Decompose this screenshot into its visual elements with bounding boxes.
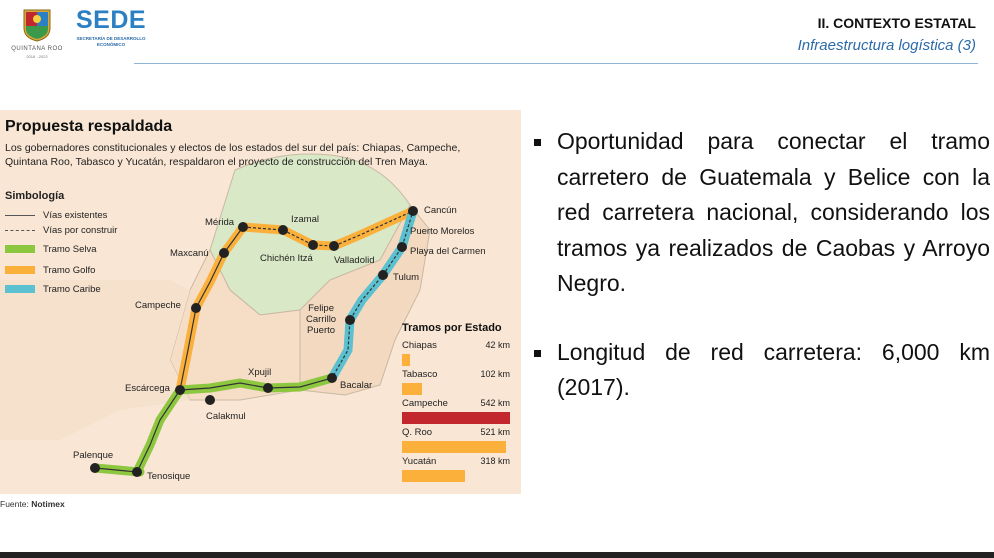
quintana-roo-logo [6, 6, 68, 62]
legend-item-golfo: Tramo Golfo [5, 264, 95, 276]
dashed-line-icon [5, 230, 35, 231]
tramo-bar [402, 412, 510, 424]
section-title: II. CONTEXTO ESTATAL [817, 15, 976, 31]
tramo-bar [402, 383, 422, 395]
tramo-km: 42 km [485, 340, 510, 350]
tramo-state: Chiapas [402, 340, 437, 351]
city-bacalar: Bacalar [340, 380, 373, 391]
city-merida: Mérida [205, 217, 235, 228]
bullet-item: Longitud de red carretera: 6,000 km (2017). [532, 335, 990, 406]
city-xpujil: Xpujil [248, 367, 272, 378]
tramo-bar [402, 470, 465, 482]
tramo-km: 102 km [480, 369, 510, 379]
city-izamal: Izamal [291, 214, 319, 225]
city-felipe-carrillo-puerto: Felipe Carrillo Puerto [306, 303, 337, 336]
tramo-state: Q. Roo [402, 427, 433, 438]
city-playa-del-carmen: Playa del Carmen [410, 246, 486, 257]
solid-line-icon [5, 215, 35, 216]
tramo-bar [402, 354, 410, 366]
legend-swatch [5, 266, 35, 274]
city-puerto-morelos: Puerto Morelos [410, 226, 475, 237]
tramo-row [402, 427, 510, 455]
legend-item-planned: Vías por construir [5, 224, 117, 236]
city-escarcega: Escárcega [125, 383, 170, 394]
city-valladolid: Valladolid [334, 255, 375, 266]
tramo-km: 318 km [480, 456, 510, 466]
footer-bar [0, 552, 994, 558]
header-divider [134, 63, 978, 64]
sede-logo-subtitle: SECRETARÍA DE DESARROLLO ECONÓMICO [76, 36, 146, 47]
city-calakmul: Calakmul [206, 411, 246, 422]
city-tenosique: Tenosique [147, 471, 191, 482]
city-tulum: Tulum [393, 272, 420, 283]
tramo-row [402, 340, 510, 368]
tramo-row [402, 369, 510, 397]
legend-swatch [5, 285, 35, 293]
bullet-item: Oportunidad para conectar el tramo carretero de Guatemala y Belice con la red carretera nacional, considerando los tramos ya realizados de Caobas y Arroyo Negro. [532, 124, 990, 302]
city-palenque: Palenque [73, 450, 114, 461]
tramo-km: 521 km [480, 427, 510, 437]
tramo-state: Tabasco [402, 369, 438, 380]
city-cancun: Cancún [424, 205, 457, 216]
sede-logo-title: SEDE [76, 6, 147, 34]
bullet-list [532, 124, 990, 406]
tramo-row [402, 398, 510, 426]
city-chichen-itza: Chichén Itzá [260, 253, 313, 264]
city-campeche: Campeche [135, 300, 181, 311]
legend-item-selva: Tramo Selva [5, 243, 97, 255]
state-years: 2016 - 2022 [26, 54, 48, 59]
city-maxcanu: Maxcanú [170, 248, 209, 259]
legend-swatch [5, 245, 35, 253]
tren-maya-infographic [0, 110, 521, 494]
tramo-row [402, 456, 510, 484]
source-note: Fuente: Notimex [0, 499, 65, 509]
legend-item-caribe: Tramo Caribe [5, 283, 101, 295]
legend-item-existing: Vías existentes [5, 209, 107, 221]
bullet-square-icon [534, 350, 541, 357]
tramo-bar [402, 441, 506, 453]
tramo-state: Yucatán [402, 456, 437, 467]
tramo-km: 542 km [480, 398, 510, 408]
legend-title: Simbología [5, 190, 65, 202]
state-name: QUINTANA ROO [11, 46, 63, 52]
state-emblem-icon [22, 8, 52, 42]
infographic-title: Propuesta respaldada [5, 118, 173, 135]
section-subtitle: Infraestructura logística (3) [797, 37, 976, 54]
infographic-description: Los gobernadores constitucionales y electos de los estados del sur del país: Chiapas, Campeche, Quintana Roo, Tabasco y Yucatán, respaldaron el proyecto de construcción del Tren Maya. [5, 142, 461, 168]
tramo-state: Campeche [402, 398, 448, 409]
bullet-square-icon [534, 139, 541, 146]
tramos-title: Tramos por Estado [402, 322, 502, 334]
